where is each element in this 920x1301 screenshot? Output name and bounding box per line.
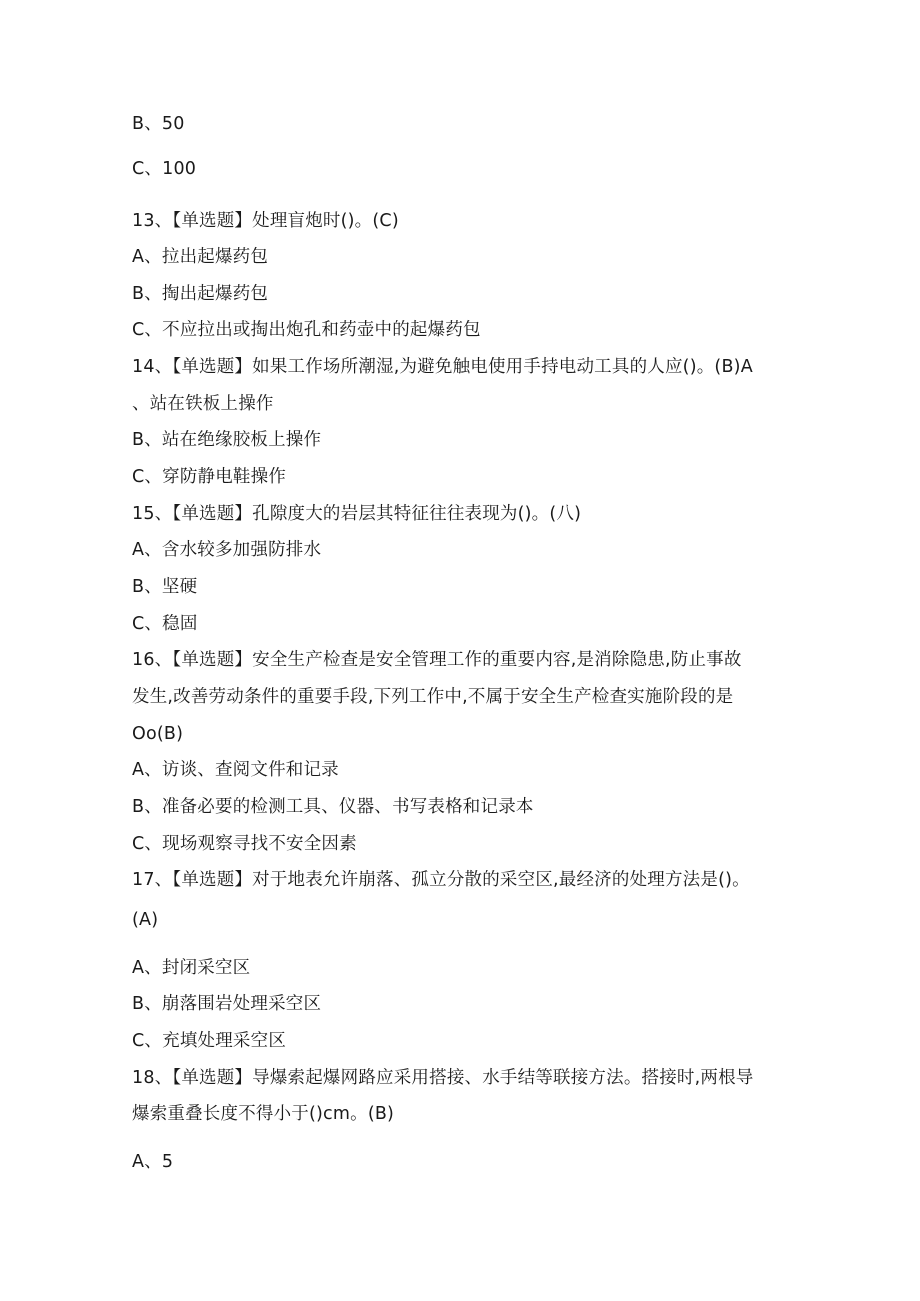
question-16-line-1: 16、【单选题】安全生产检查是安全管理工作的重要内容,是消除隐患,防止事故 xyxy=(132,650,742,670)
question-14-option-b: B、站在绝缘胶板上操作 xyxy=(132,430,322,450)
question-14: 14、【单选题】如果工作场所潮湿,为避免触电使用手持电动工具的人应()。(B)A xyxy=(132,357,753,377)
question-16-line-3: Oo(B) xyxy=(132,724,184,744)
question-17-option-c: C、充填处理采空区 xyxy=(132,1031,287,1051)
option-c-100: C、100 xyxy=(132,159,197,179)
question-14-option-c: C、穿防静电鞋操作 xyxy=(132,467,287,487)
question-16-line-2: 发生,改善劳动条件的重要手段,下列工作中,不属于安全生产检查实施阶段的是 xyxy=(132,687,734,707)
question-17-option-a: A、封闭采空区 xyxy=(132,958,251,978)
question-17-option-b: B、崩落围岩处理采空区 xyxy=(132,994,322,1014)
question-15-option-a: A、含水较多加强防排水 xyxy=(132,540,322,560)
question-18-line-1: 18、【单选题】导爆索起爆网路应采用搭接、水手结等联接方法。搭接时,两根导 xyxy=(132,1068,754,1088)
question-13: 13、【单选题】处理盲炮时()。(C) xyxy=(132,211,399,231)
question-13-option-a: A、拉出起爆药包 xyxy=(132,247,269,267)
option-b-50: B、50 xyxy=(132,114,185,134)
question-13-option-c: C、不应拉出或掏出炮孔和药壶中的起爆药包 xyxy=(132,320,481,340)
question-15-option-b: B、坚硬 xyxy=(132,577,198,597)
question-15-option-c: C、稳固 xyxy=(132,614,198,634)
question-18-line-2: 爆索重叠长度不得小于()cm。(B) xyxy=(132,1104,395,1124)
question-18-option-a: A、5 xyxy=(132,1152,174,1172)
question-14-option-a: 、站在铁板上操作 xyxy=(132,394,274,414)
question-13-option-b: B、掏出起爆药包 xyxy=(132,284,269,304)
question-15: 15、【单选题】孔隙度大的岩层其特征往往表现为()。(八) xyxy=(132,504,582,524)
question-16-option-b: B、准备必要的检测工具、仪器、书写表格和记录本 xyxy=(132,797,534,817)
question-16-option-c: C、现场观察寻找不安全因素 xyxy=(132,834,357,854)
question-17-line-1: 17、【单选题】对于地表允许崩落、孤立分散的采空区,最经济的处理方法是()。 xyxy=(132,870,750,890)
question-16-option-a: A、访谈、查阅文件和记录 xyxy=(132,760,339,780)
question-17-line-2: (A) xyxy=(132,910,159,930)
